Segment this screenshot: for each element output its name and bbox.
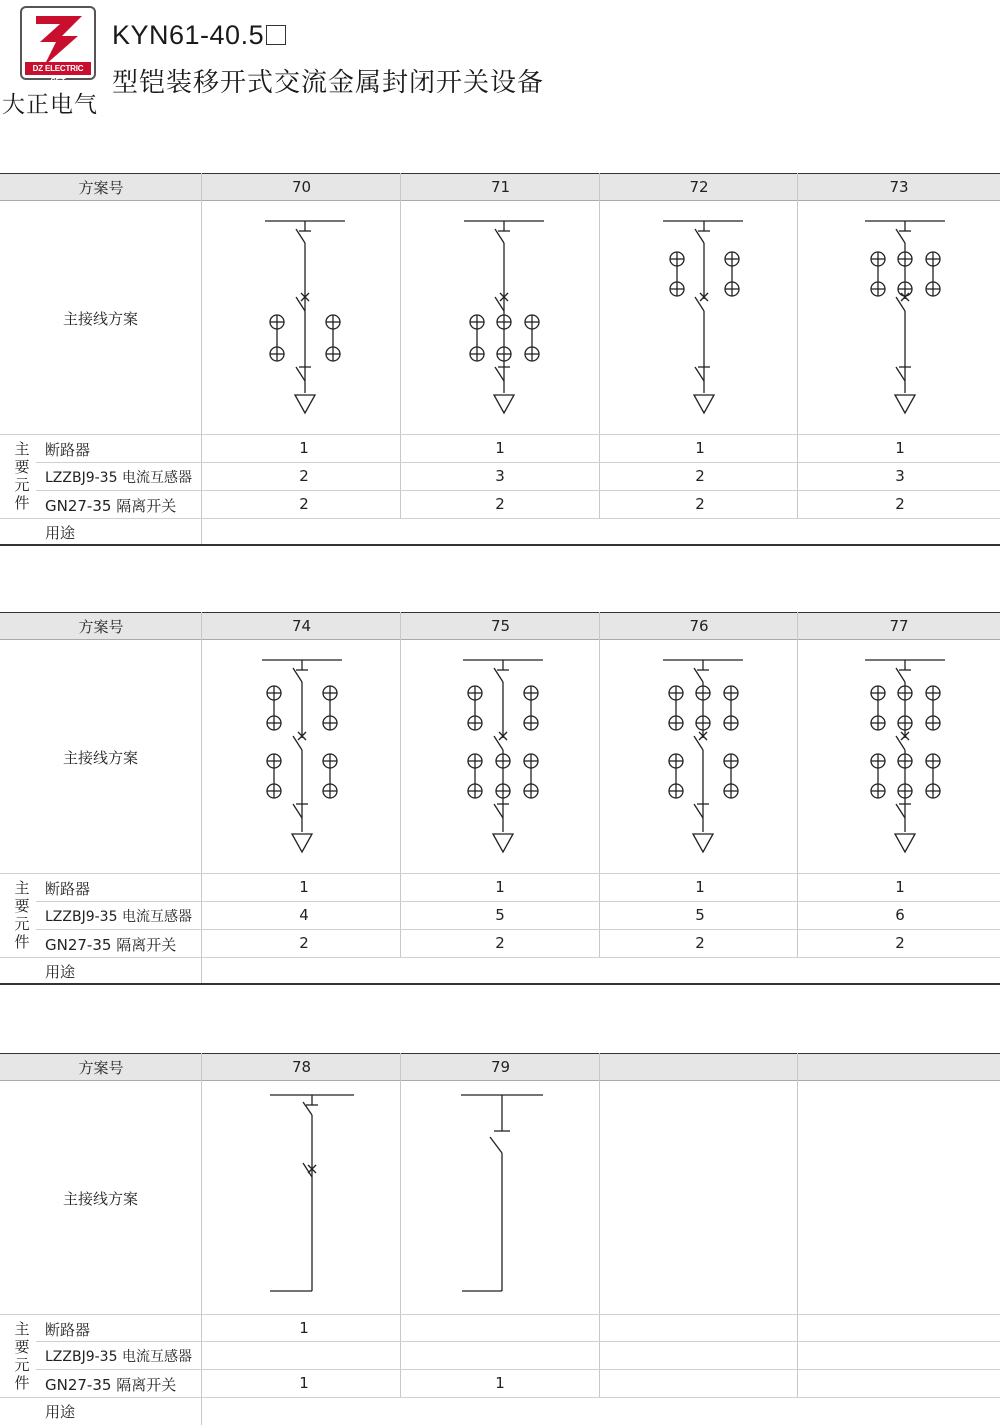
breaker-count: 1 bbox=[495, 878, 505, 896]
scheme-no: 75 bbox=[490, 617, 511, 635]
ds-label: GN27-35 隔离开关 bbox=[45, 1376, 177, 1394]
wiring-label: 主接线方案 bbox=[63, 310, 139, 328]
scheme-no-label: 方案号 bbox=[78, 1058, 124, 1077]
breaker-count: 1 bbox=[695, 878, 705, 896]
ct-count: 5 bbox=[695, 906, 705, 924]
breaker-count: 1 bbox=[695, 439, 705, 457]
main-components-label: 主要元件 bbox=[14, 1320, 30, 1392]
usage-label: 用途 bbox=[45, 963, 76, 981]
breaker-count: 1 bbox=[495, 439, 505, 457]
scheme-no-label: 方案号 bbox=[78, 178, 124, 197]
scheme-table-1 bbox=[0, 173, 1000, 546]
ds-count: 1 bbox=[495, 1374, 505, 1392]
breaker-count: 1 bbox=[299, 878, 309, 896]
scheme-no: 78 bbox=[291, 1058, 312, 1076]
scheme-no: 77 bbox=[889, 617, 909, 635]
breaker-label: 断路器 bbox=[45, 880, 91, 898]
breaker-count: 1 bbox=[299, 1319, 309, 1337]
ct-count: 3 bbox=[495, 467, 505, 485]
table-header bbox=[0, 1053, 1000, 1081]
scheme-no: 71 bbox=[490, 178, 511, 196]
wiring-diagram-77 bbox=[798, 640, 1000, 872]
brand-name: 大正电气 bbox=[2, 92, 98, 118]
main-components-label: 主要元件 bbox=[14, 440, 30, 512]
ds-count: 2 bbox=[895, 495, 905, 513]
ds-label: GN27-35 隔离开关 bbox=[45, 497, 177, 515]
breaker-label: 断路器 bbox=[45, 1321, 91, 1339]
usage-label: 用途 bbox=[45, 1403, 76, 1421]
scheme-no bbox=[798, 1054, 1000, 1080]
wiring-diagram-73 bbox=[798, 201, 1000, 433]
ct-count: 5 bbox=[495, 906, 505, 924]
scheme-no: 79 bbox=[490, 1058, 511, 1076]
wiring-diagram-70 bbox=[202, 201, 401, 433]
ds-count: 1 bbox=[299, 1374, 309, 1392]
scheme-no: 72 bbox=[689, 178, 709, 196]
scheme-no: 73 bbox=[889, 178, 909, 196]
ds-count: 2 bbox=[495, 934, 505, 952]
breaker-count: 1 bbox=[895, 878, 905, 896]
wiring-label: 主接线方案 bbox=[63, 749, 139, 767]
ct-count: 2 bbox=[299, 467, 309, 485]
ct-count: 4 bbox=[299, 906, 309, 924]
wiring-diagram-79 bbox=[401, 1081, 600, 1313]
ct-label: LZZBJ9-35 电流互感器 bbox=[45, 909, 192, 925]
scheme-no bbox=[600, 1054, 798, 1080]
scheme-no: 76 bbox=[689, 617, 709, 635]
ct-count: 6 bbox=[895, 906, 905, 924]
scheme-table-2 bbox=[0, 612, 1000, 985]
wiring-diagram-78 bbox=[202, 1081, 401, 1313]
ct-count: 3 bbox=[895, 467, 905, 485]
scheme-table-3 bbox=[0, 1053, 1000, 1425]
model-placeholder-box bbox=[266, 25, 286, 45]
breaker-count: 1 bbox=[895, 439, 905, 457]
logo-tagline: DZ ELECTRIC SET bbox=[25, 62, 91, 75]
wiring-diagram-76 bbox=[600, 640, 798, 872]
table-header bbox=[0, 173, 1000, 201]
model-title bbox=[112, 20, 286, 51]
scheme-no: 70 bbox=[291, 178, 312, 196]
ct-count: 2 bbox=[695, 467, 705, 485]
model-number: KYN61-40.5 bbox=[112, 20, 265, 50]
ds-count: 2 bbox=[299, 495, 309, 513]
wiring-diagram-75 bbox=[401, 640, 600, 872]
main-components-label: 主要元件 bbox=[14, 879, 30, 951]
ct-label: LZZBJ9-35 电流互感器 bbox=[45, 1349, 192, 1365]
ds-count: 2 bbox=[695, 495, 705, 513]
usage-label: 用途 bbox=[45, 524, 76, 542]
ds-count: 2 bbox=[695, 934, 705, 952]
wiring-diagram-72 bbox=[600, 201, 798, 433]
ct-label: LZZBJ9-35 电流互感器 bbox=[45, 470, 192, 486]
wiring-label: 主接线方案 bbox=[63, 1190, 139, 1208]
breaker-label: 断路器 bbox=[45, 441, 91, 459]
ds-label: GN27-35 隔离开关 bbox=[45, 936, 177, 954]
ds-count: 2 bbox=[895, 934, 905, 952]
scheme-no: 74 bbox=[291, 617, 312, 635]
breaker-count: 1 bbox=[299, 439, 309, 457]
wiring-diagram-74 bbox=[202, 640, 401, 872]
page-subtitle: 型铠装移开式交流金属封闭开关设备 bbox=[112, 68, 545, 98]
wiring-diagram-71 bbox=[401, 201, 600, 433]
table-header bbox=[0, 612, 1000, 640]
company-logo bbox=[20, 6, 96, 86]
ds-count: 2 bbox=[299, 934, 309, 952]
ds-count: 2 bbox=[495, 495, 505, 513]
scheme-no-label: 方案号 bbox=[78, 617, 124, 636]
